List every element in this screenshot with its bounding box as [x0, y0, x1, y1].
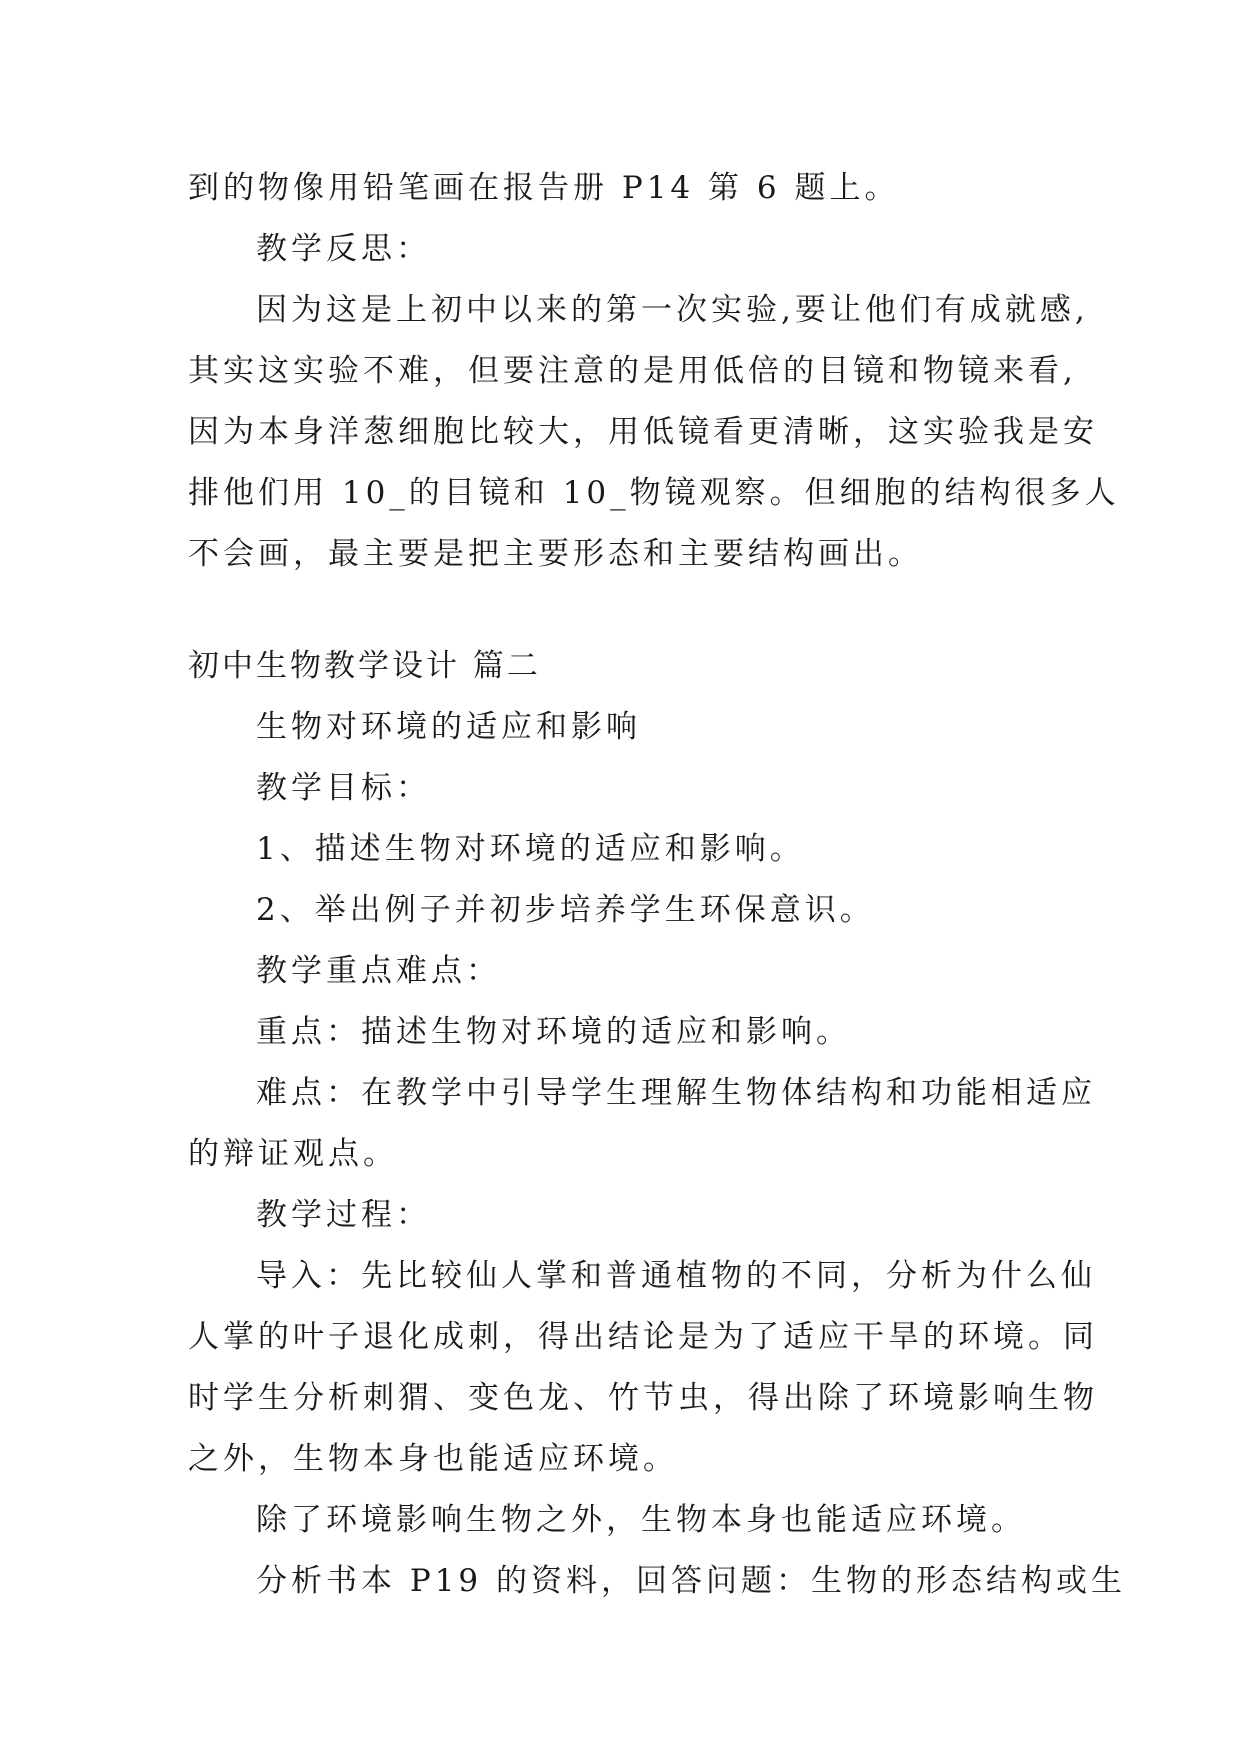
- text-line: 因为本身洋葱细胞比较大，用低镜看更清晰，这实验我是安: [188, 414, 1098, 450]
- text-line: 分析书本 P19 的资料，回答问题：生物的形态结构或生: [256, 1563, 1127, 1599]
- text-line: 之外，生物本身也能适应环境。: [188, 1441, 678, 1477]
- text-line: 人掌的叶子退化成刺，得出结论是为了适应干旱的环境。同: [188, 1319, 1098, 1355]
- text-line: 教学重点难点：: [256, 953, 501, 989]
- text-line: 教学目标：: [256, 770, 431, 806]
- text-line: 除了环境影响生物之外，生物本身也能适应环境。: [256, 1502, 1026, 1538]
- text-line: 1、描述生物对环境的适应和影响。: [256, 831, 805, 867]
- text-line: 2、举出例子并初步培养学生环保意识。: [256, 892, 875, 928]
- text-line: 教学过程：: [256, 1197, 431, 1233]
- text-line: 时学生分析刺猬、变色龙、竹节虫，得出除了环境影响生物: [188, 1380, 1098, 1416]
- text-line: 的辩证观点。: [188, 1136, 398, 1172]
- text-line: 生物对环境的适应和影响: [256, 709, 641, 745]
- text-line: 重点：描述生物对环境的适应和影响。: [256, 1014, 851, 1050]
- text-line: 排他们用 10_的目镜和 10_物镜观察。但细胞的结构很多人: [188, 475, 1120, 511]
- section-title: 初中生物教学设计 篇二: [188, 648, 541, 684]
- text-line: 因为这是上初中以来的第一次实验,要让他们有成就感,: [256, 292, 1089, 328]
- text-line: 导入：先比较仙人掌和普通植物的不同，分析为什么仙: [256, 1258, 1096, 1294]
- text-line: 其实这实验不难，但要注意的是用低倍的目镜和物镜来看,: [188, 353, 1077, 389]
- text-line: 教学反思：: [256, 231, 431, 267]
- text-line: 不会画，最主要是把主要形态和主要结构画出。: [188, 536, 923, 572]
- text-line: 难点：在教学中引导学生理解生物体结构和功能相适应: [256, 1075, 1096, 1111]
- text-line: 到的物像用铅笔画在报告册 P14 第 6 题上。: [188, 170, 900, 206]
